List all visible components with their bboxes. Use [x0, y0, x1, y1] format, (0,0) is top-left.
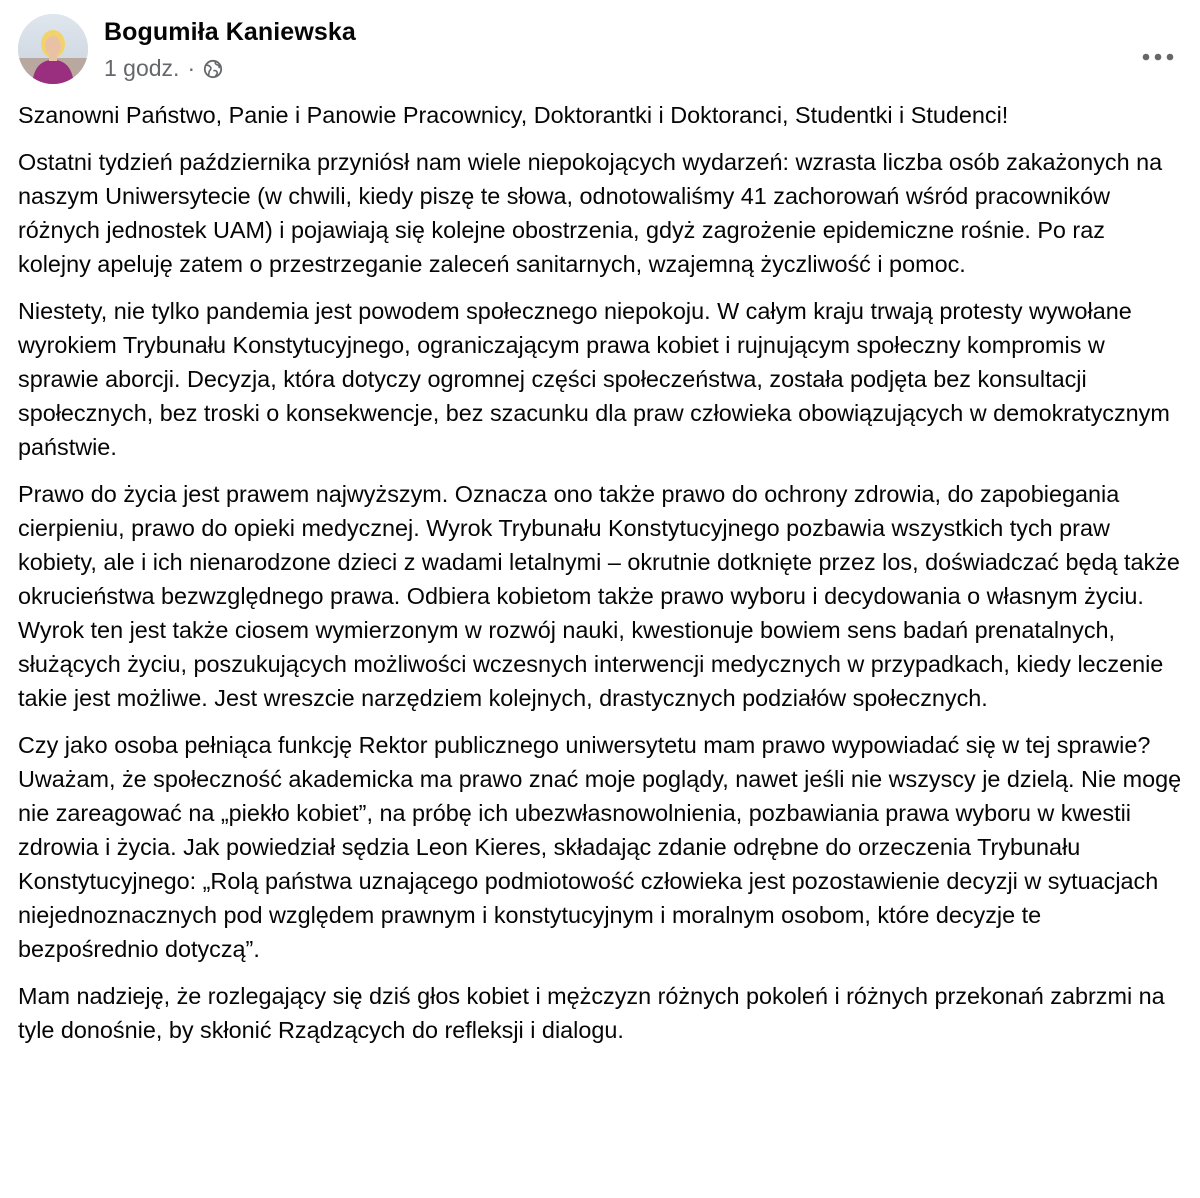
- post-paragraph: Ostatni tydzień października przyniósł nam wiele niepokojących wydarzeń: wzrasta liczba osób zakażonych na naszym Uniwersytecie (w chwili, kiedy piszę te słowa, odnotowaliśmy 41 zachorowań wśród pracowników różnych jednostek UAM) i pojawiają się kolejne obostrzenia, gdyż zagrożenie epidemiczne rośnie. Po raz kolejny apeluję zatem o przestrzeganie zaleceń sanitarnych, wzajemną życzliwość i pomoc.: [18, 149, 1163, 277]
- author-name[interactable]: Bogumiła Kaniewska: [104, 18, 356, 46]
- more-options-icon: [1140, 52, 1176, 62]
- post-paragraph: Mam nadzieję, że rozlegający się dziś głos kobiet i mężczyzn różnych pokoleń i różnych przekonań zabrzmi na tyle donośnie, by skłonić Rządzących do refleksji i dialogu.: [18, 983, 1165, 1043]
- globe-icon[interactable]: [203, 58, 223, 78]
- post-paragraph: Niestety, nie tylko pandemia jest powodem społecznego niepokoju. W całym kraju trwają protesty wywołane wyrokiem Trybunału Konstytucyjnego, ograniczającym prawa kobiet i rujnującym społeczny kompromis w sprawie aborcji. Decyzja, która dotyczy ogromnej części społeczeństwa, została podjęta bez konsultacji społecznych, bez troski o konsekwencje, bez szacunku dla praw człowieka obowiązujących w demokratycznym państwie.: [18, 298, 1170, 460]
- post-paragraph: Czy jako osoba pełniąca funkcję Rektor publicznego uniwersytetu mam prawo wypowiadać się w tej sprawie? Uważam, że społeczność akademicka ma prawo znać moje poglądy, nawet jeśli nie wszyscy je dzielą. Nie mogę nie zareagować na „piekło kobiet”, na próbę ich ubezwłasnowolnienia, pozbawiania prawa wyboru w kwestii zdrowia i życia. Jak powiedział sędzia Leon Kieres, składając zdanie odrębne do orzeczenia Trybunału Konstytucyjnego: „Rolą państwa uznającego podmiotowość człowieka jest pozostawienie decyzji w sytuacjach niejednoznacznych pod względem prawnym i konstytucyjnym i moralnym osobom, które decyzje te bezpośrednio dotyczą”.: [18, 732, 1182, 962]
- meta-separator: ·: [187, 54, 196, 81]
- post-time[interactable]: 1 godz.: [104, 54, 180, 81]
- post-header: [18, 14, 1182, 90]
- post-meta: [104, 54, 223, 82]
- avatar-photo-icon: [18, 14, 88, 84]
- post-paragraph: Prawo do życia jest prawem najwyższym. Oznacza ono także prawo do ochrony zdrowia, do zapobiegania cierpieniu, prawo do opieki medycznej. Wyrok Trybunału Konstytucyjnego pozbawia wszystkich tych praw kobiety, ale i ich nienarodzone dzieci z wadami letalnymi – okrutnie dotknięte przez los, doświadczać będą także okrucieństwa bezwzględnego prawa. Odbiera kobietom także prawo wyboru i decydowania o własnym życiu. Wyrok ten jest także ciosem wymierzonym w rozwój nauki, kwestionuje bowiem sens badań prenatalnych, służących życiu, poszukujących możliwości wczesnych interwencji medycznych w przypadkach, kiedy leczenie takie jest możliwe. Jest wreszcie narzędziem kolejnych, drastycznych podziałów społecznych.: [18, 481, 1180, 711]
- avatar[interactable]: [18, 14, 88, 84]
- post-paragraph: Szanowni Państwo, Panie i Panowie Pracownicy, Doktorantki i Doktoranci, Studentki i Studenci!: [18, 102, 1009, 128]
- more-options-button[interactable]: [1136, 44, 1180, 70]
- post-body: [18, 98, 1184, 1060]
